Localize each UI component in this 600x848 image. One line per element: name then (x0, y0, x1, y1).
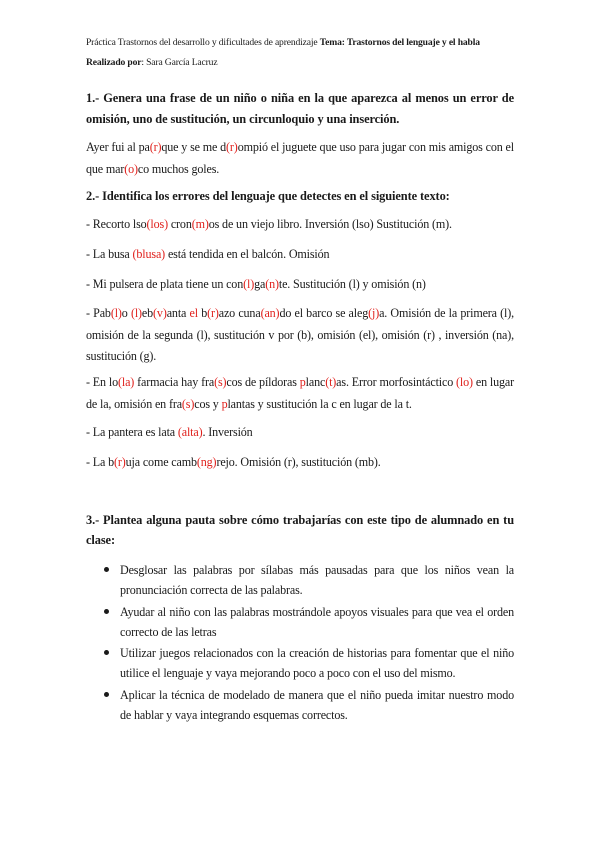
q2-item-4 (86, 303, 514, 368)
error-mark: (blusa) (132, 247, 166, 261)
q2-item-2 (86, 244, 514, 266)
q1-title-line2: omisión, uno de sustitución, un circunloquio y una inserción. (86, 112, 400, 126)
error-mark: (los) (146, 217, 168, 231)
q2-item-1 (86, 214, 514, 236)
error-mark: (la) (118, 375, 135, 389)
text-fragment: co muchos goles. (137, 161, 220, 176)
text-fragment: en lugar de la, omisión en fra (86, 375, 515, 411)
text-fragment: os de un viejo libro. Inversión (lso) Sustitución (m). (208, 217, 452, 231)
text-fragment: a. Omisión de la primera (l), omisión de la segunda (l), sustitución v por (b), omisión (el), omisión (r) , inversión (na), sustitución (g). (86, 306, 514, 363)
bullet-icon (104, 567, 109, 572)
error-mark: (alta) (177, 425, 203, 439)
error-mark: (l) (243, 277, 255, 291)
text-fragment: - Recorto lso (86, 217, 147, 231)
error-mark: (s) (214, 375, 227, 389)
text-fragment: - La busa (86, 247, 133, 261)
q2-item-3 (86, 274, 514, 296)
text-fragment: azo cuna (218, 306, 261, 320)
text-fragment: farmacia hay fra (134, 375, 215, 389)
error-mark: (n) (265, 277, 279, 291)
error-mark: (j) (368, 306, 380, 320)
text-fragment: . Inversión (202, 425, 253, 439)
error-mark: (t) (325, 375, 337, 389)
text-fragment: - La b (86, 455, 114, 469)
error-mark: (r) (207, 306, 219, 320)
author-line (86, 57, 217, 68)
text-fragment: está tendida en el balcón. Omisión (165, 247, 330, 261)
error-mark: (r) (149, 140, 162, 154)
text-fragment: ompió el juguete que uso para jugar con mis amigos con el que mar (86, 140, 514, 176)
text-fragment: cron (167, 217, 192, 231)
text-fragment: - Mi pulsera de plata tiene un con (86, 277, 244, 291)
text-fragment: cos y (194, 396, 222, 411)
bullet-item-4: Aplicar la técnica de modelado de manera que el niño pueda imitar nuestro modo de hablar y vaya integrando esquemas correctos. (120, 688, 514, 722)
text-fragment: lanc (305, 375, 326, 389)
text-fragment: b (197, 306, 208, 320)
header-subject: Práctica Trastornos del desarrollo y dificultades de aprendizaje (86, 37, 318, 48)
q2-item-5 (86, 372, 514, 415)
header-line (86, 37, 480, 48)
text-fragment: rejo. Omisión (r), sustitución (mb). (216, 455, 381, 469)
q3-title-line1: 3.- Plantea alguna pauta sobre cómo trabajarías con este tipo de alumnado en tu (86, 513, 514, 527)
bullet-icon (104, 692, 109, 697)
bullet-item-3: Utilizar juegos relacionados con la creación de historias para fomentar que el niño utilice el lenguaje y vaya mejorando poco a poco con el uso del mismo. (120, 646, 514, 680)
error-mark: p (221, 396, 228, 411)
error-mark: (v) (153, 306, 167, 320)
error-mark: (ng) (196, 455, 217, 469)
header-theme: Tema: Trastornos del lenguaje y el habla (319, 37, 480, 48)
author-label: Realizado por (86, 57, 142, 68)
error-mark: (r) (226, 140, 238, 154)
author-name: : Sara García Lacruz (141, 57, 218, 68)
q2-item-6 (86, 422, 514, 444)
bullet-item-1: Desglosar las palabras por sílabas más pausadas para que los niños vean la pronunciación correcta de las palabras. (120, 563, 514, 597)
text-fragment: lantas y sustitución la c en lugar de la t. (227, 396, 412, 411)
text-fragment: eb (141, 306, 154, 320)
error-mark: (r) (113, 455, 126, 469)
error-mark: p (299, 375, 306, 389)
error-mark: (s) (181, 396, 195, 411)
text-fragment: que y se me d (161, 140, 227, 154)
text-fragment: o (121, 306, 131, 320)
error-mark: el (189, 306, 198, 320)
error-mark: (o) (124, 161, 138, 176)
bullet-item-2: Ayudar al niño con las palabras mostrándole apoyos visuales para que vea el orden correcto de las letras (120, 605, 514, 639)
q2-title: 2.- Identifica los errores del lenguaje que detectes en el siguiente texto: (86, 189, 450, 203)
error-mark: (an) (260, 306, 280, 320)
text-fragment: anta (166, 306, 190, 320)
text-fragment: te. Sustitución (l) y omisión (n) (278, 277, 426, 291)
q3-title-line2: clase: (86, 533, 115, 547)
text-fragment: as. Error morfosintáctico (336, 375, 457, 389)
text-fragment: do el barco se aleg (279, 306, 369, 320)
q1-answer (86, 137, 514, 180)
bullet-icon (104, 650, 109, 655)
error-mark: (l) (110, 306, 122, 320)
error-mark: (m) (191, 217, 209, 231)
text-fragment: - La pantera es lata (86, 425, 178, 439)
q1-title-line1: 1.- Genera una frase de un niño o niña en la que aparezca al menos un error de (86, 91, 514, 105)
text-fragment: - Pab (86, 306, 111, 320)
error-mark: (l) (130, 306, 142, 320)
text-fragment: - En lo (86, 375, 118, 389)
text-fragment: cos de píldoras (226, 375, 300, 389)
error-mark: (lo) (456, 375, 473, 389)
text-fragment: ga (254, 277, 266, 291)
q2-item-7 (86, 452, 514, 474)
bullet-icon (104, 609, 109, 614)
text-fragment: uja come camb (125, 455, 197, 469)
text-fragment: Ayer fui al pa (86, 140, 150, 154)
